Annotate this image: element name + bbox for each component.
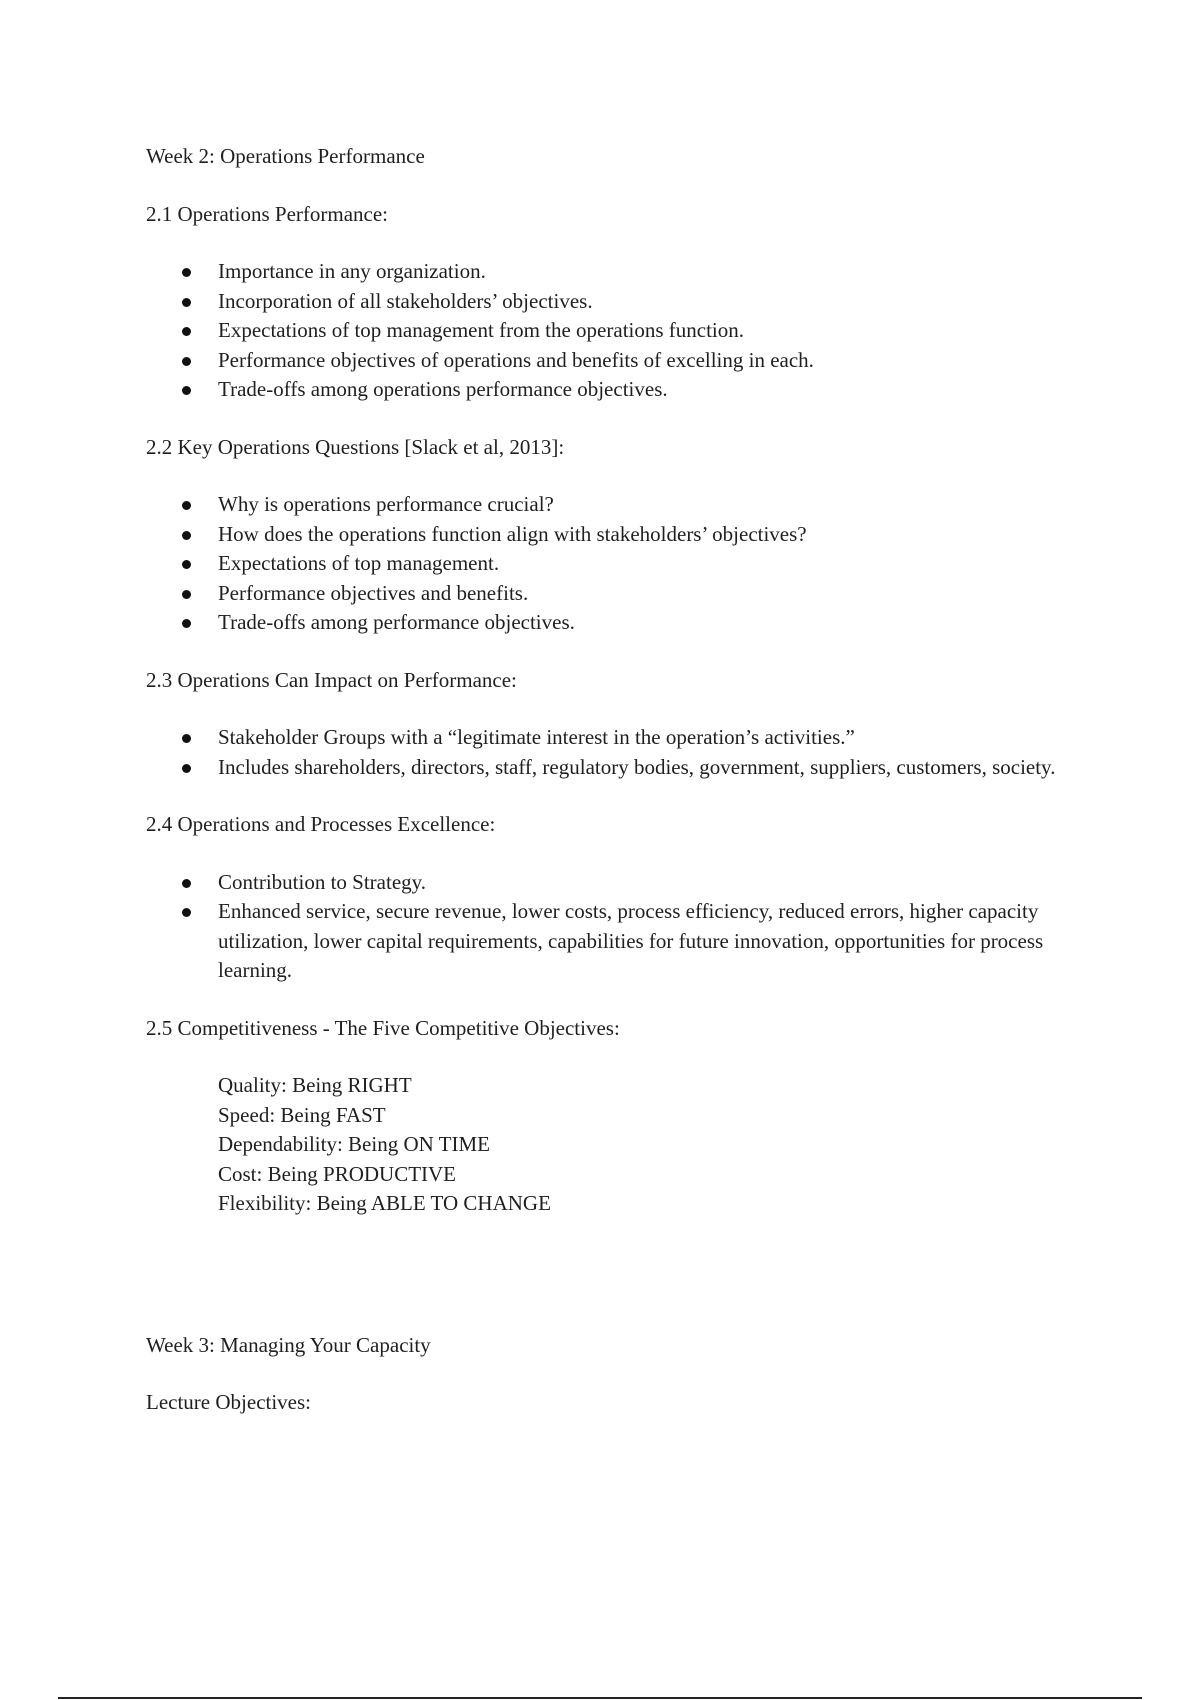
list-item: Incorporation of all stakeholders’ objectives. <box>218 287 1106 317</box>
lecture-objectives-heading: Lecture Objectives: <box>146 1390 312 1414</box>
list-item: Trade-offs among operations performance objectives. <box>218 375 1106 405</box>
section-2-3-list <box>146 723 1106 782</box>
bullet-icon <box>182 357 191 366</box>
list-item: Importance in any organization. <box>218 257 1106 287</box>
list-item: Trade-offs among performance objectives. <box>218 608 1106 638</box>
section-2-4-list <box>146 868 1106 986</box>
bullet-icon <box>182 560 191 569</box>
bullet-icon <box>182 531 191 540</box>
list-item: Includes shareholders, directors, staff, regulatory bodies, government, suppliers, customers, society. <box>218 753 1106 783</box>
bullet-icon <box>182 298 191 307</box>
list-item: Stakeholder Groups with a “legitimate interest in the operation’s activities.” <box>218 723 1106 753</box>
section-2-1-heading: 2.1 Operations Performance: <box>146 201 389 226</box>
list-item: Speed: Being FAST <box>218 1102 386 1127</box>
list-item: Cost: Being PRODUCTIVE <box>218 1161 457 1186</box>
week-3-title: Week 3: Managing Your Capacity <box>146 1332 431 1357</box>
bullet-icon <box>182 734 191 743</box>
list-item: Expectations of top management from the operations function. <box>218 316 1106 346</box>
page-bottom-divider <box>58 1697 1142 1699</box>
bullet-icon <box>182 879 191 888</box>
list-item: Performance objectives of operations and benefits of excelling in each. <box>218 346 1106 376</box>
list-item: Dependability: Being ON TIME <box>218 1132 490 1156</box>
list-item: Expectations of top management. <box>218 549 1106 579</box>
list-item: Contribution to Strategy. <box>218 868 1106 898</box>
bullet-icon <box>182 908 191 917</box>
list-item: How does the operations function align with stakeholders’ objectives? <box>218 520 1106 550</box>
section-2-5-heading: 2.5 Competitiveness - The Five Competitive Objectives: <box>146 1015 620 1040</box>
bullet-icon <box>182 501 191 510</box>
bullet-icon <box>182 764 191 773</box>
section-2-2-heading: 2.2 Key Operations Questions [Slack et al, 2013]: <box>146 434 565 459</box>
list-item: Why is operations performance crucial? <box>218 490 1106 520</box>
list-item: Enhanced service, secure revenue, lower costs, process efficiency, reduced errors, higher capacity utilization, lower capital requirements, capabilities for future innovation, opportunities for process learning. <box>218 897 1106 986</box>
section-2-3-heading: 2.3 Operations Can Impact on Performance: <box>146 667 517 692</box>
section-2-2-list <box>146 490 1106 638</box>
list-item: Performance objectives and benefits. <box>218 579 1106 609</box>
bullet-icon <box>182 268 191 277</box>
section-2-1-list <box>146 257 1106 405</box>
document-body <box>146 142 1106 1418</box>
list-item: Flexibility: Being ABLE TO CHANGE <box>218 1191 551 1215</box>
bullet-icon <box>182 619 191 628</box>
competitive-objectives-list <box>218 1071 1106 1219</box>
bullet-icon <box>182 590 191 599</box>
bullet-icon <box>182 386 191 395</box>
section-2-4-heading: 2.4 Operations and Processes Excellence: <box>146 812 496 836</box>
week-2-title: Week 2: Operations Performance <box>146 144 425 168</box>
bullet-icon <box>182 327 191 336</box>
list-item: Quality: Being RIGHT <box>218 1073 412 1097</box>
